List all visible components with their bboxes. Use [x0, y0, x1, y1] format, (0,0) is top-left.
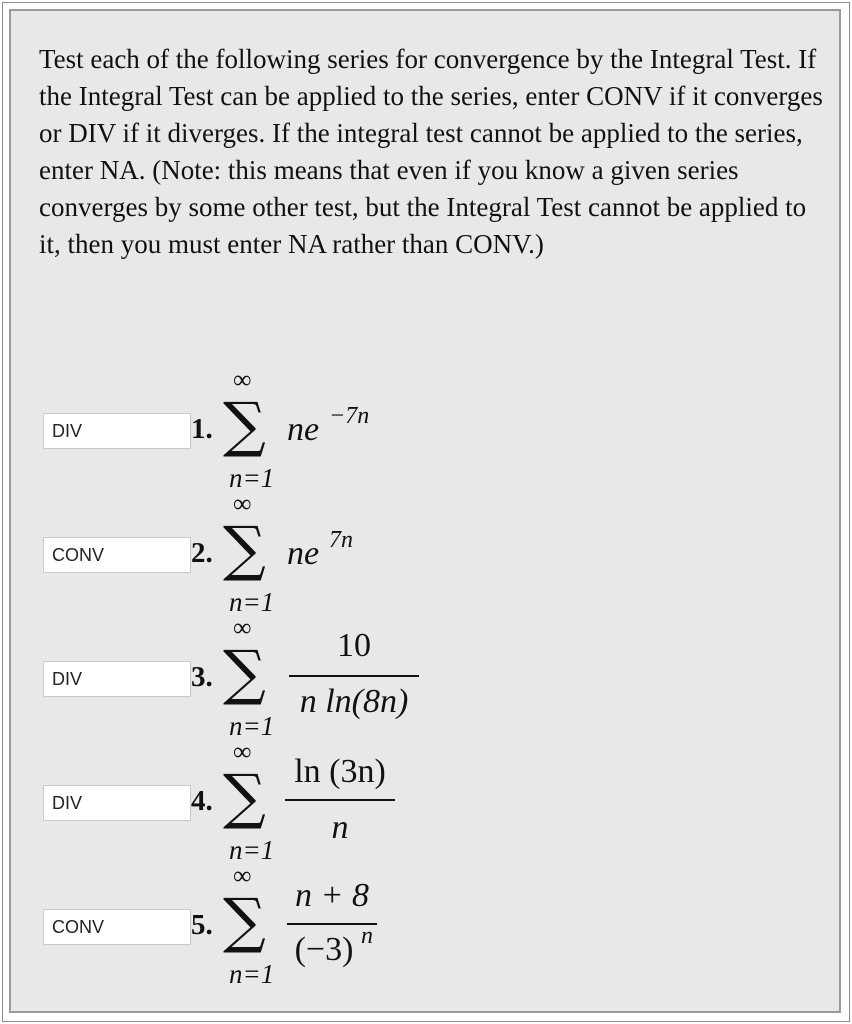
item-number-5: 5.	[191, 909, 213, 941]
sigma-icon: ∑	[223, 514, 266, 584]
fraction-bar-4	[285, 799, 395, 801]
item-number-4: 4.	[191, 785, 213, 817]
sigma-icon: ∑	[223, 390, 266, 460]
series-term-1: ne	[287, 411, 320, 448]
answer-input-2[interactable]	[43, 537, 191, 573]
fraction-denominator-4: n	[331, 809, 349, 846]
sum-lower-2: n=1	[229, 587, 275, 617]
fraction-numerator-5: n + 8	[295, 877, 369, 914]
problem-panel	[9, 9, 841, 1013]
fraction-denominator-exponent-5: n	[361, 923, 373, 949]
fraction-numerator-4: ln (3n)	[294, 753, 386, 790]
sigma-icon: ∑	[223, 638, 266, 708]
fraction-numerator-3: 10	[337, 627, 371, 664]
series-exponent-2: 7n	[329, 527, 353, 553]
sum-upper-4: ∞	[233, 737, 252, 766]
series-exponent-1: −7n	[329, 403, 370, 429]
page-frame	[2, 2, 850, 1022]
sum-upper-1: ∞	[233, 365, 252, 394]
sum-lower-1: n=1	[229, 463, 275, 493]
instructions-text: Test each of the following series for convergence by the Integral Test. If the Integral Test can be applied to the series, enter CONV if it converges or DIV if it diverges. If the integral test cannot be applied to the series, enter NA. (Note: this means that even if you know a given series converges by some other test, but the Integral Test cannot be applied to it, then you must enter NA rather than CONV.)	[39, 44, 823, 259]
sum-lower-5: n=1	[229, 959, 275, 989]
sum-lower-3: n=1	[229, 711, 275, 741]
answer-input-4[interactable]	[43, 785, 191, 821]
sum-upper-5: ∞	[233, 861, 252, 890]
sum-lower-4: n=1	[229, 835, 275, 865]
fraction-bar-3	[289, 675, 419, 677]
answer-input-1[interactable]	[43, 413, 191, 449]
item-number-2: 2.	[191, 537, 213, 569]
answer-input-5[interactable]	[43, 909, 191, 945]
fraction-denominator-5: (−3)	[294, 931, 354, 968]
sum-upper-2: ∞	[233, 489, 252, 518]
sigma-icon: ∑	[223, 886, 266, 956]
item-number-3: 3.	[191, 661, 213, 693]
sigma-icon: ∑	[223, 762, 266, 832]
fraction-denominator-3: n ln(8n)	[299, 683, 409, 720]
series-term-2: ne	[287, 535, 320, 572]
item-number-1: 1.	[191, 413, 213, 445]
answer-input-3[interactable]	[43, 661, 191, 697]
sum-upper-3: ∞	[233, 613, 252, 642]
